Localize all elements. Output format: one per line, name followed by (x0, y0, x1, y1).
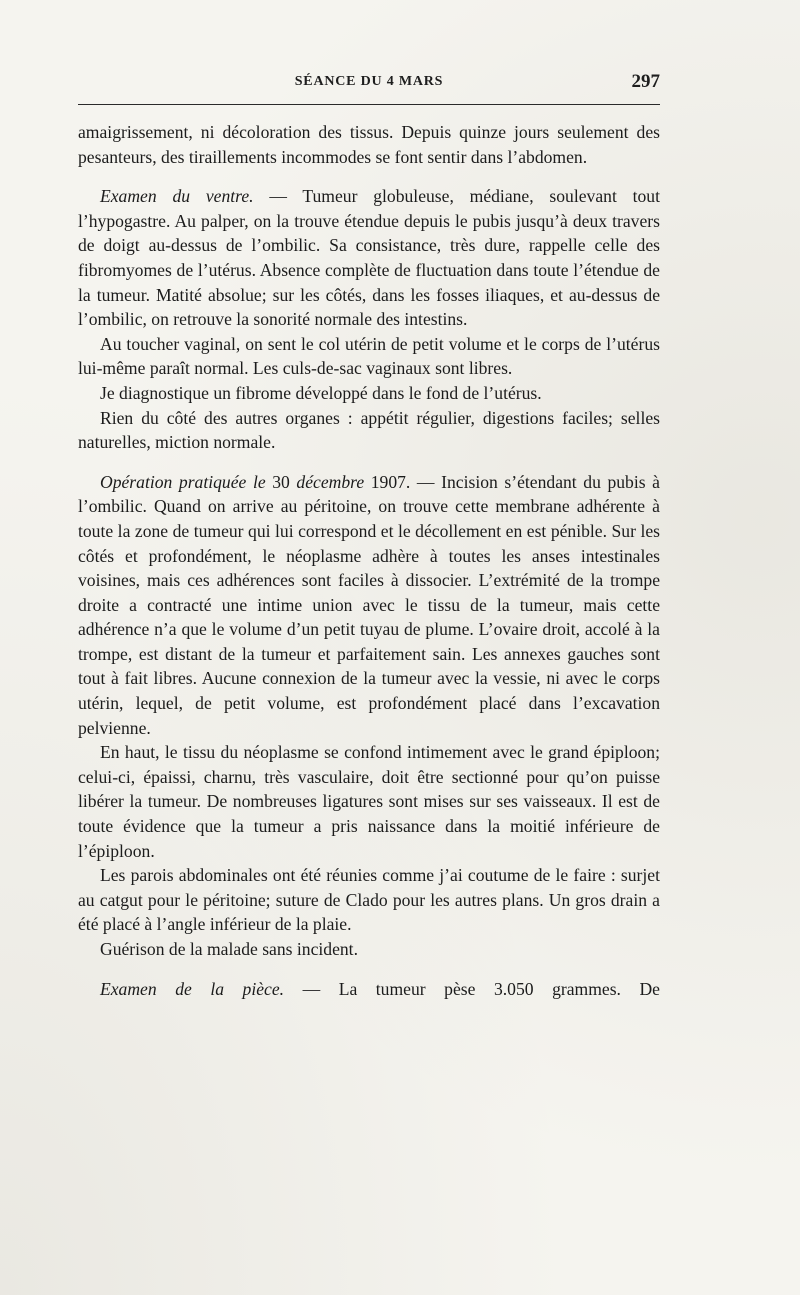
body-text (78, 120, 660, 1001)
paragraph (78, 332, 660, 381)
paragraph (78, 120, 660, 169)
paragraph (78, 740, 660, 863)
section-heading: Examen de la pièce. (100, 978, 285, 999)
page-header (78, 72, 660, 96)
paragraph-text: Les parois abdominales ont été réunies comme j’ai coutume de le faire : surjet au catgut pour le péritoine; suture de Clado pour les autres plans. Un gros drain a été placé à l’angle inférieur de la plaie. (78, 865, 660, 935)
paragraph-text: Au toucher vaginal, on sent le col utérin de petit volume et le corps de l’utérus lui-même paraît normal. Les culs-de-sac vaginaux sont libres. (78, 333, 660, 379)
paragraph (78, 977, 660, 1002)
paragraph-text: Guérison de la malade sans incident. (100, 939, 358, 959)
section-heading: Examen du ventre. (100, 186, 254, 207)
paragraph-text: En haut, le tissu du néoplasme se confond intimement avec le grand épiploon; celui-ci, épaissi, charnu, très vasculaire, doit être sectionné pour qu’on puisse libérer la tumeur. De nombreuses ligatures sont mises sur ses vaisseaux. Il est de toute évidence que la tumeur a pris naissance dans la moitié inférieure de l’épiploon. (78, 742, 660, 861)
paragraph-text: — Tumeur globuleuse, médiane, soulevant tout l’hypogastre. Au palper, on la trouve étendue depuis le pubis jusqu’à deux travers de doigt au-dessus de l’ombilic. Sa consistance, très dure, rappelle celle des fibromyomes de l’utérus. Absence complète de fluctuation dans toute l’étendue de la tumeur. Matité absolue; sur les côtés, dans les fosses iliaques, et au-dessus de l’ombilic, on retrouve la sonorité normale des intestins. (78, 186, 660, 330)
paragraph-text: Je diagnostique un fibrome développé dans le fond de l’utérus. (100, 382, 542, 403)
paragraph (78, 381, 660, 406)
paragraph-text: Rien du côté des autres organes : appétit régulier, digestions faciles; selles naturelles, miction normale. (78, 407, 660, 453)
paragraph (78, 184, 660, 332)
paragraph-text: 1907. — Incision s’étendant du pubis à l’ombilic. Quand on arrive au péritoine, on trouve cette membrane adhérente à toute la zone de tumeur qui lui correspond et le décollement en est pénible. Sur les côtés et profondément, le néoplasme adhère à toutes les anses intestinales voisines, mais ces adhérences sont faciles à dissocier. L’extrémité de la trompe droite a contracté une intime union avec le tissu de la tumeur, mais cette adhérence n’a que le volume d’un petit tuyau de plume. L’ovaire droit, accolé à la trompe, est distant de la tumeur et parfaitement sain. Les annexes gauches sont tout à fait libres. Aucune connexion de la tumeur avec la vessie, ni avec le corps utérin, lequel, de petit volume, est profondément placé dans l’excavation pelvienne. (78, 471, 660, 738)
paragraph-text: amaigrissement, ni décoloration des tissus. Depuis quinze jours seulement des pesanteurs, des tiraillements incommodes se font sentir dans l’abdomen. (78, 122, 660, 167)
paragraph (78, 937, 660, 962)
section-heading: Opération pratiquée le (100, 471, 266, 492)
page-number: 297 (631, 71, 660, 92)
header-rule (78, 104, 660, 105)
section-heading-month: décembre (296, 471, 365, 492)
paragraph (78, 470, 660, 741)
paragraph (78, 406, 660, 455)
date-number: 30 (265, 471, 297, 492)
running-title: SÉANCE DU 4 MARS (294, 74, 444, 89)
paragraph (78, 863, 660, 937)
paragraph-text: — La tumeur pèse 3.050 grammes. De (284, 978, 660, 999)
